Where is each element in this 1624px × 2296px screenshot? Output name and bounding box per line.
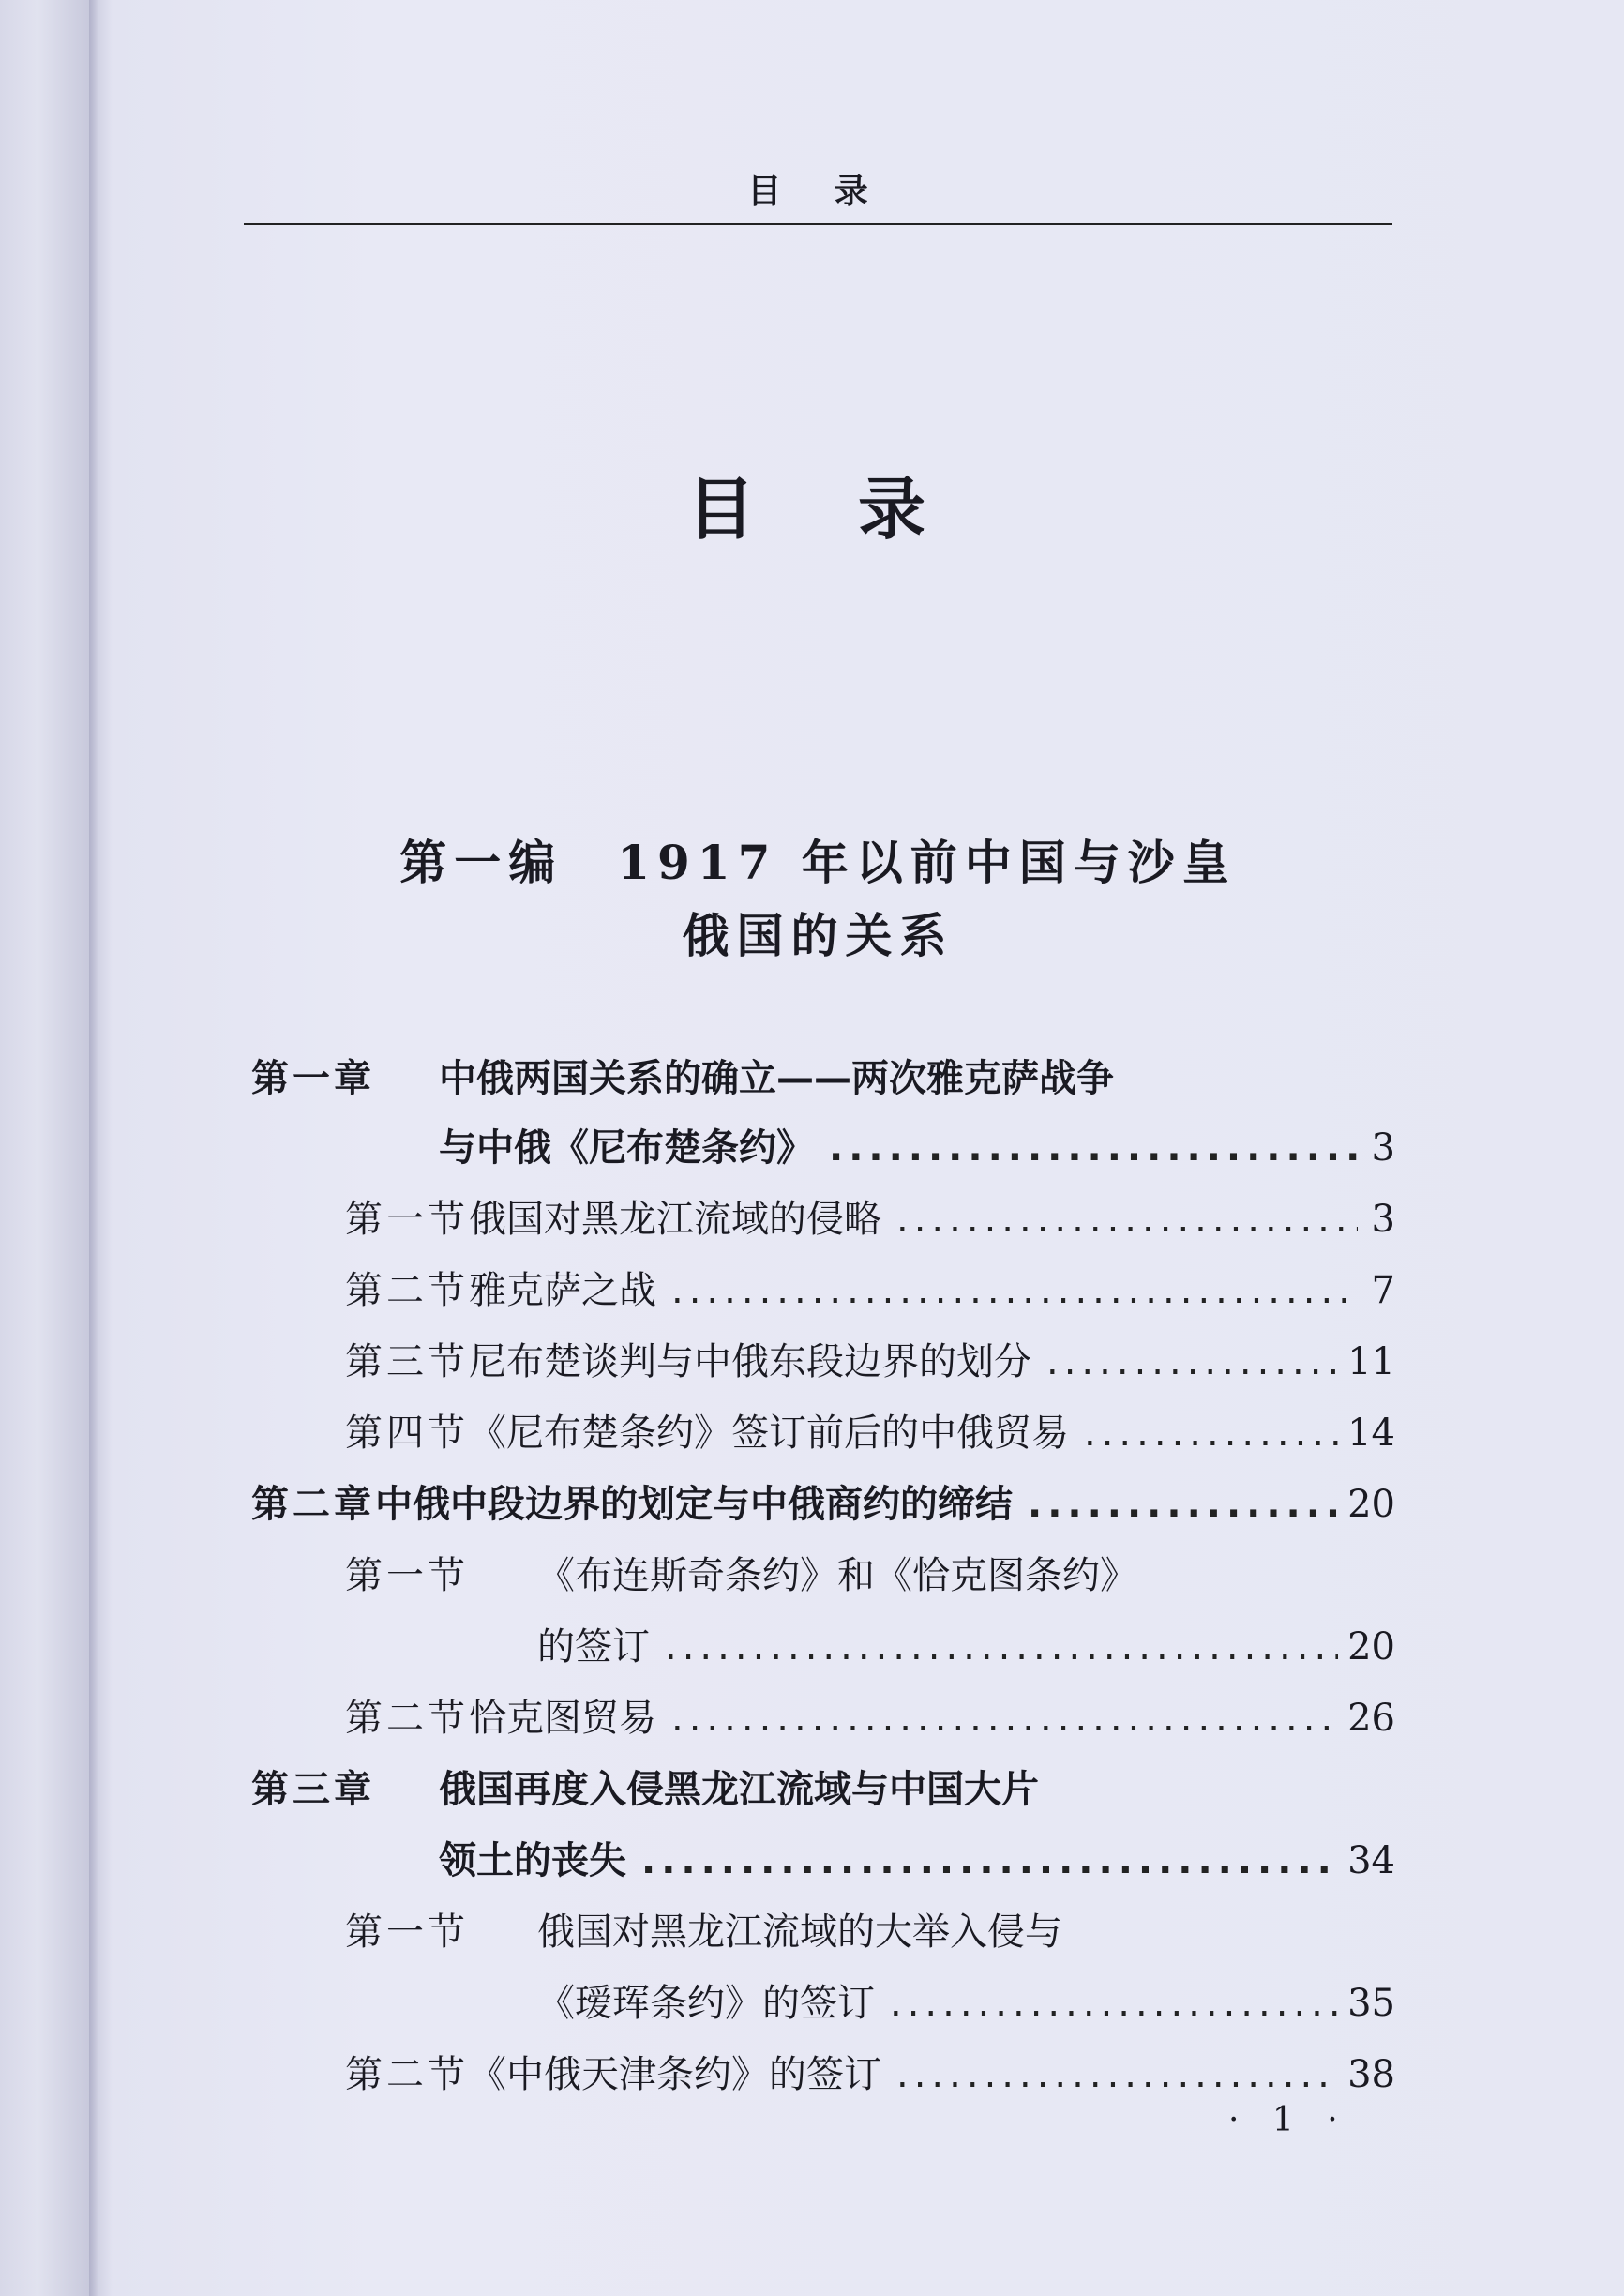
toc-chapter-1-label: 第一章	[251, 1057, 375, 1100]
toc-section-1-4[interactable]	[345, 1403, 1395, 1457]
toc-chapter-2-page: 20	[1347, 1483, 1395, 1526]
toc-section-label: 第一节	[345, 1554, 469, 1597]
toc-section-title: 尼布楚谈判与中俄东段边界的划分	[469, 1340, 1031, 1383]
toc-leader-dots	[896, 2053, 1338, 2096]
toc-section-title-cont: 《瑷珲条约》的签订	[537, 1982, 875, 2025]
toc-chapter-3-label: 第三章	[251, 1768, 375, 1811]
toc-section-3-2[interactable]	[345, 2045, 1395, 2098]
toc-section-page: 11	[1347, 1340, 1395, 1383]
toc-section-title: 俄国对黑龙江流域的侵略	[469, 1198, 881, 1241]
toc-section-title: 俄国对黑龙江流域的大举入侵与	[537, 1911, 1062, 1954]
toc-leader-dots	[641, 1839, 1338, 1882]
toc-chapter-3-cont[interactable]	[439, 1831, 1395, 1884]
toc-leader-dots	[1046, 1340, 1338, 1383]
toc-section-label: 第二节	[345, 2053, 469, 2096]
part-title-line1: 第一编 1917 年以前中国与沙皇	[399, 835, 1237, 890]
toc-section-title: 雅克萨之战	[469, 1269, 656, 1312]
toc-chapter-3[interactable]	[251, 1760, 1395, 1813]
toc-chapter-1-title-cont: 与中俄《尼布楚条约》	[439, 1126, 814, 1170]
toc-section-title: 《尼布楚条约》签订前后的中俄贸易	[469, 1412, 1069, 1455]
toc-section-2-1-cont[interactable]	[537, 1617, 1395, 1670]
toc-section-3-1-cont[interactable]	[537, 1973, 1395, 2027]
toc-leader-dots	[890, 1982, 1338, 2025]
toc-section-label: 第二节	[345, 1269, 469, 1312]
toc-section-title: 《布连斯奇条约》和《恰克图条约》	[537, 1554, 1137, 1597]
toc-section-title: 《中俄天津条约》的签订	[469, 2053, 881, 2096]
toc-section-page: 35	[1347, 1982, 1395, 2025]
page-number: · 1 ·	[1228, 2101, 1349, 2139]
toc-section-label: 第三节	[345, 1340, 469, 1383]
header-rule	[244, 223, 1392, 225]
toc-section-label: 第一节	[345, 1198, 469, 1241]
toc-section-label: 第二节	[345, 1697, 469, 1740]
toc-chapter-1-page: 3	[1371, 1126, 1395, 1170]
toc-section-1-1[interactable]	[345, 1189, 1395, 1243]
toc-chapter-2-label: 第二章	[251, 1483, 375, 1526]
toc-chapter-3-title-cont: 领土的丧失	[439, 1839, 626, 1882]
toc-leader-dots	[671, 1269, 1358, 1312]
toc-section-3-1[interactable]	[345, 1902, 1395, 1956]
toc-chapter-1-cont[interactable]	[439, 1118, 1395, 1171]
toc-leader-dots	[829, 1126, 1358, 1170]
toc-section-title-cont: 的签订	[537, 1625, 650, 1669]
page-title: 目录	[686, 470, 1029, 549]
toc-chapter-3-page: 34	[1347, 1839, 1395, 1882]
toc-section-page: 20	[1347, 1625, 1395, 1669]
toc-chapter-3-title: 俄国再度入侵黑龙江流域与中国大片	[439, 1768, 1039, 1811]
toc-chapter-1-title: 中俄两国关系的确立——两次雅克萨战争	[439, 1057, 1114, 1100]
toc-chapter-2-title: 中俄中段边界的划定与中俄商约的缔结	[375, 1483, 1013, 1526]
toc-section-page: 7	[1371, 1269, 1395, 1312]
toc-leader-dots	[665, 1625, 1338, 1669]
toc-leader-dots	[671, 1697, 1338, 1740]
toc-section-2-2[interactable]	[345, 1688, 1395, 1742]
toc-section-label: 第四节	[345, 1412, 469, 1455]
toc-leader-dots	[1028, 1483, 1338, 1526]
toc-chapter-2[interactable]	[251, 1474, 1395, 1528]
toc-section-page: 38	[1347, 2053, 1395, 2096]
toc-section-1-2[interactable]	[345, 1261, 1395, 1314]
toc-section-2-1[interactable]	[345, 1546, 1395, 1599]
toc-chapter-1[interactable]	[251, 1049, 1395, 1102]
toc-leader-dots	[896, 1198, 1358, 1241]
book-spine-shadow	[89, 0, 98, 2296]
toc-section-page: 3	[1371, 1198, 1395, 1241]
toc-section-label: 第一节	[345, 1911, 469, 1954]
toc-section-page: 26	[1347, 1697, 1395, 1740]
running-header: 目 录	[747, 173, 889, 211]
part-title-line2: 俄国的关系	[682, 908, 955, 963]
toc-section-title: 恰克图贸易	[469, 1697, 656, 1740]
toc-section-page: 14	[1347, 1412, 1395, 1455]
toc-leader-dots	[1084, 1412, 1338, 1455]
toc-section-1-3[interactable]	[345, 1332, 1395, 1385]
